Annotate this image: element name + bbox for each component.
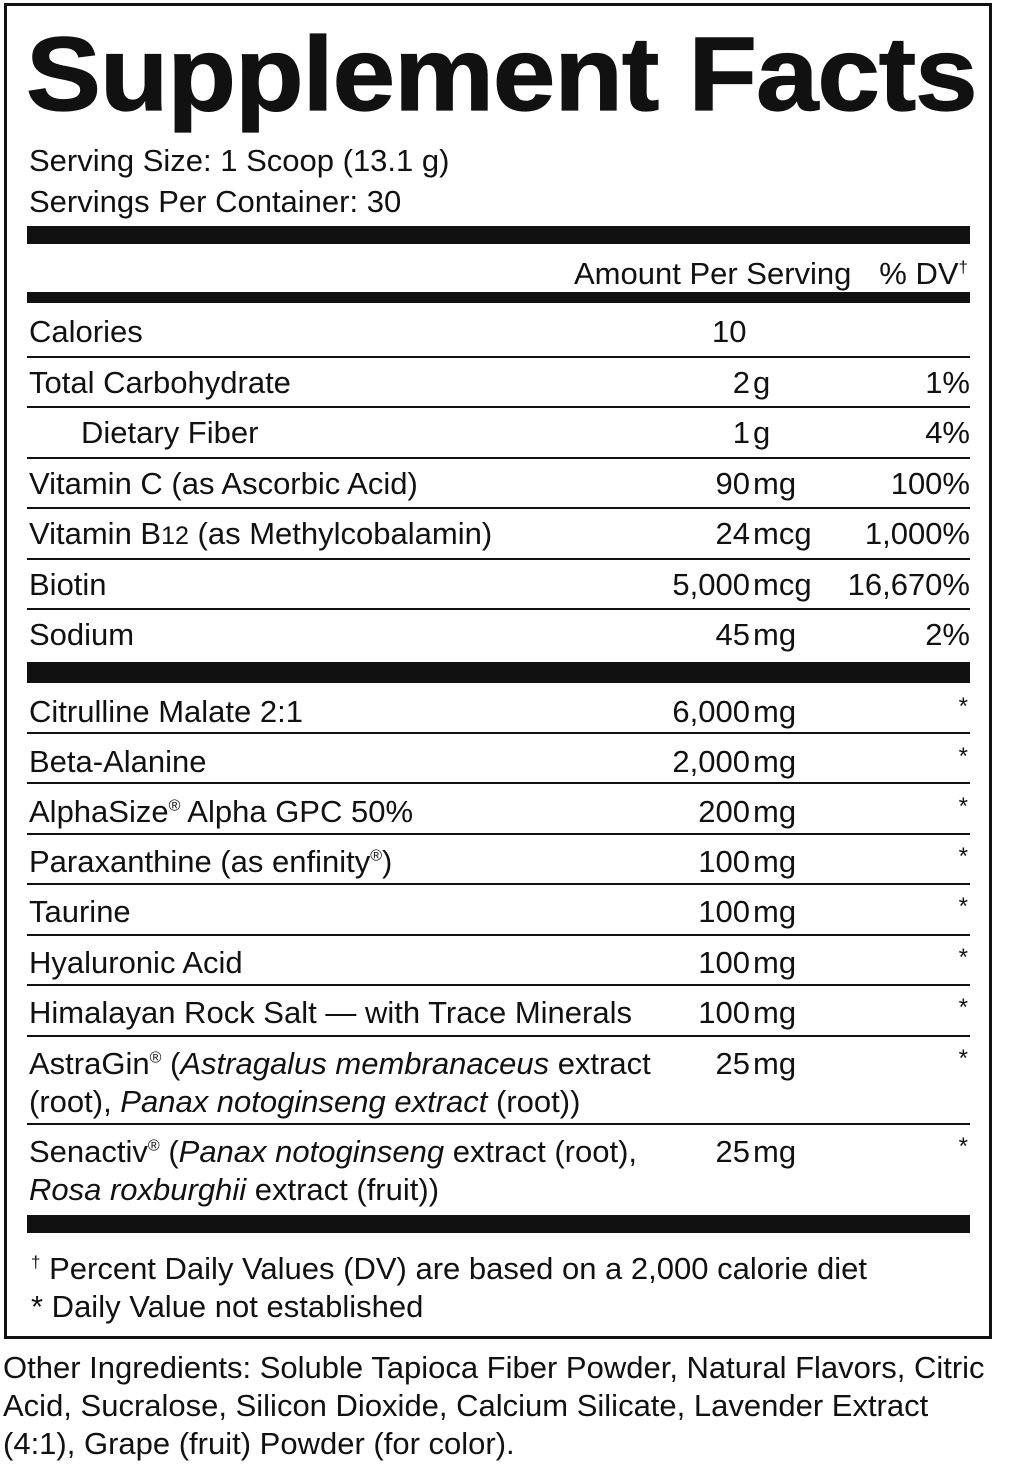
ingredient-amount	[640, 893, 796, 931]
nutrient-amount	[640, 465, 796, 503]
ingredient-amount	[640, 994, 796, 1032]
name-part: (	[161, 1046, 181, 1081]
nutrient-dv: 4%	[925, 415, 970, 450]
amount-unit: mg	[753, 694, 797, 729]
table-row	[27, 936, 970, 986]
table-row	[27, 560, 970, 610]
amount-unit: mg	[753, 945, 797, 980]
amount-value: 25	[715, 1134, 750, 1169]
nutrient-name: Vitamin C (as Ascorbic Acid)	[29, 466, 418, 501]
nutrient-amount	[640, 616, 796, 654]
amount-unit: mg	[753, 1046, 797, 1081]
amount-unit: mg	[753, 844, 797, 879]
amount-unit: mg	[753, 995, 797, 1030]
amount-unit: mg	[753, 1134, 797, 1169]
amount-value: 2	[732, 365, 750, 400]
nutrient-name: Sodium	[29, 617, 135, 652]
table-row	[27, 734, 970, 784]
nutrient-name	[29, 515, 492, 555]
nutrient-amount	[640, 515, 812, 553]
table-row	[27, 1037, 970, 1125]
amount-value: 2,000	[672, 744, 750, 779]
name-part: AlphaSize	[29, 794, 169, 829]
name-italic: Panax notoginseng	[178, 1134, 445, 1169]
nutrient-name: Calories	[29, 314, 143, 349]
table-row	[27, 784, 970, 835]
table-row	[27, 835, 970, 885]
table-row	[27, 1125, 970, 1215]
nutrient-name: Biotin	[29, 567, 107, 602]
nutrient-amount	[640, 364, 770, 402]
registered-mark: ®	[168, 797, 181, 815]
name-part: (root))	[487, 1084, 581, 1119]
amount-unit: mg	[753, 617, 797, 652]
dv-not-established-mark: *	[958, 743, 968, 770]
name-part: AstraGin	[29, 1046, 150, 1081]
nutrient-table	[27, 310, 970, 662]
ingredient-amount	[640, 743, 796, 781]
ingredient-name	[29, 1133, 679, 1209]
panel-title: Supplement Facts	[26, 16, 977, 133]
dv-not-established-mark: *	[958, 1133, 968, 1160]
dv-not-established-mark: *	[958, 793, 968, 820]
ingredient-name: Himalayan Rock Salt — with Trace Minerals	[29, 995, 632, 1030]
ingredient-amount	[640, 1045, 796, 1083]
name-prefix: Vitamin B	[29, 516, 162, 551]
nutrient-amount	[640, 566, 812, 604]
registered-mark: ®	[149, 1049, 162, 1067]
dv-not-established-mark: *	[958, 994, 968, 1021]
amount-unit: mcg	[753, 516, 812, 551]
dv-not-established-mark: *	[958, 944, 968, 971]
nutrient-dv: 16,670%	[847, 567, 970, 602]
nutrient-dv: 1%	[925, 365, 970, 400]
nutrient-name: Dietary Fiber	[81, 415, 259, 450]
amount-unit: g	[753, 415, 771, 450]
amount-unit: mg	[753, 894, 797, 929]
ingredient-amount	[640, 843, 796, 881]
amount-value: 100	[698, 844, 750, 879]
table-row	[27, 310, 970, 358]
dv-not-established-mark: *	[958, 1045, 968, 1072]
header-percent-dv	[879, 256, 968, 292]
table-row	[27, 683, 970, 734]
table-row	[27, 459, 970, 509]
ingredient-amount	[640, 793, 796, 831]
header-dv-dagger: †	[958, 257, 968, 277]
amount-unit: mcg	[753, 567, 812, 602]
amount-value: 100	[698, 945, 750, 980]
dagger-mark: †	[31, 1252, 41, 1272]
name-italic: Rosa roxburghii	[29, 1172, 247, 1207]
dv-not-established-mark: *	[958, 843, 968, 870]
ingredient-amount	[640, 693, 796, 731]
amount-unit: mg	[753, 466, 797, 501]
amount-unit: mg	[753, 744, 797, 779]
serving-size: Serving Size: 1 Scoop (13.1 g)	[29, 143, 450, 178]
registered-mark: ®	[370, 847, 382, 865]
ingredient-name	[29, 1045, 679, 1121]
medium-divider	[27, 292, 970, 303]
name-subscript: 12	[161, 522, 189, 550]
name-italic: Astragalus membranaceus	[180, 1046, 550, 1081]
table-row	[27, 885, 970, 936]
ingredient-amount	[640, 1133, 796, 1171]
thick-divider	[27, 1215, 970, 1233]
ingredient-table	[27, 683, 970, 1215]
name-suffix: (as Methylcobalamin)	[188, 516, 493, 551]
name-part: Senactiv	[29, 1134, 148, 1169]
registered-mark: ®	[147, 1137, 160, 1155]
thick-divider	[27, 226, 970, 244]
amount-value: 25	[715, 1046, 750, 1081]
ingredient-name: Hyaluronic Acid	[29, 945, 243, 980]
name-part: Paraxanthine (as enfinity	[29, 844, 371, 879]
nutrient-dv: 1,000%	[864, 516, 970, 551]
amount-value: 5,000	[672, 567, 750, 602]
supplement-facts-panel	[4, 3, 992, 1339]
amount-value: 1	[732, 415, 750, 450]
nutrient-dv: 100%	[890, 466, 970, 501]
ingredient-amount	[640, 944, 796, 982]
table-row	[27, 408, 970, 459]
name-part: extract (root),	[29, 1046, 651, 1119]
nutrient-amount	[640, 414, 770, 452]
dv-not-established-mark: *	[958, 893, 968, 920]
amount-unit: g	[753, 365, 771, 400]
amount-value: 100	[698, 995, 750, 1030]
servings-per-container: Servings Per Container: 30	[29, 184, 402, 219]
amount-value: 90	[715, 466, 750, 501]
dv-footnote	[31, 1251, 867, 1287]
ingredient-name	[29, 843, 392, 881]
name-part: (	[159, 1134, 179, 1169]
ingredient-name: Citrulline Malate 2:1	[29, 694, 303, 729]
header-amount-per-serving: Amount Per Serving	[574, 256, 852, 291]
amount-unit: mg	[753, 794, 797, 829]
amount-value: 200	[698, 794, 750, 829]
header-dv-label: % DV	[879, 256, 959, 291]
dv-not-established-mark: *	[958, 693, 968, 720]
nutrient-amount	[712, 313, 746, 351]
name-part: extract (fruit))	[246, 1172, 440, 1207]
amount-value: 24	[715, 516, 750, 551]
table-row	[27, 509, 970, 560]
thick-divider	[27, 662, 970, 683]
amount-value: 45	[715, 617, 750, 652]
table-row	[27, 358, 970, 408]
table-row	[27, 986, 970, 1037]
amount-value: 10	[712, 314, 747, 349]
other-ingredients: Other Ingredients: Soluble Tapioca Fiber Powder, Natural Flavors, Citric Acid, Sucralose, Silicon Dioxide, Calcium Silicate, Lavender Extract (4:1), Grape (fruit) Powder (for color).	[3, 1350, 985, 1461]
star-footnote: * Daily Value not established	[31, 1289, 424, 1324]
name-part: Alpha GPC 50%	[180, 794, 414, 829]
ingredient-name	[29, 793, 413, 831]
amount-value: 6,000	[672, 694, 750, 729]
name-part: )	[382, 844, 393, 879]
nutrient-name: Total Carbohydrate	[29, 365, 291, 400]
amount-value: 100	[698, 894, 750, 929]
name-part: extract (root),	[444, 1134, 638, 1169]
dv-footnote-text: Percent Daily Values (DV) are based on a 2,000 calorie diet	[40, 1251, 868, 1286]
nutrient-dv: 2%	[925, 617, 970, 652]
name-italic: Panax notoginseng extract	[120, 1084, 488, 1119]
table-row	[27, 610, 970, 662]
ingredient-name: Taurine	[29, 894, 131, 929]
ingredient-name: Beta-Alanine	[29, 744, 207, 779]
